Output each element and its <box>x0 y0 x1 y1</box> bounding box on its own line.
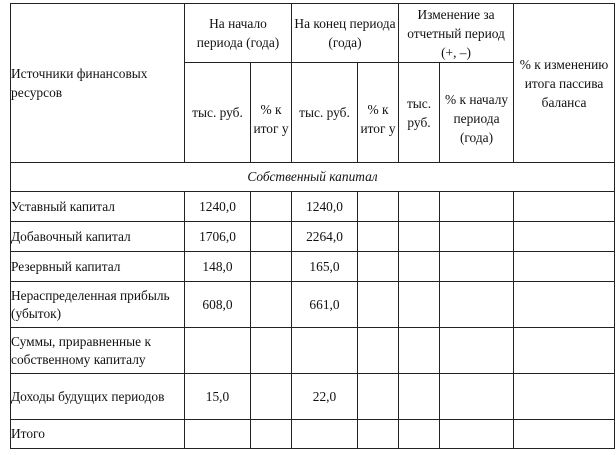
empty-cell <box>358 192 399 222</box>
header-change: Изменение за отчетный период (+, –) <box>399 4 514 63</box>
empty-cell <box>399 328 440 374</box>
table-row <box>11 328 615 374</box>
empty-cell <box>358 252 399 282</box>
end-value: 661,0 <box>292 282 358 328</box>
table-row <box>11 420 615 449</box>
header-thousand-rub-start: тыс. руб. <box>185 63 251 163</box>
start-value: 148,0 <box>185 252 251 282</box>
row-label: Доходы будущих периодов <box>11 374 185 420</box>
section-own-capital: Собственный капитал <box>11 163 615 192</box>
empty-cell <box>251 282 292 328</box>
header-pct-total-start: % к итог у <box>251 63 292 163</box>
row-label: Резервный капитал <box>11 252 185 282</box>
row-label: Суммы, приравненные к собственному капиталу <box>11 328 185 374</box>
start-value <box>185 420 251 449</box>
empty-cell <box>358 222 399 252</box>
empty-cell <box>440 192 514 222</box>
table-row <box>11 374 615 420</box>
empty-cell <box>440 222 514 252</box>
start-value: 608,0 <box>185 282 251 328</box>
financial-sources-table <box>10 3 615 449</box>
empty-cell <box>251 374 292 420</box>
header-start-period: На начало периода (года) <box>185 4 292 63</box>
header-pct-start: % к началу периода (года) <box>440 63 514 163</box>
start-value <box>185 328 251 374</box>
empty-cell <box>251 222 292 252</box>
empty-cell <box>251 328 292 374</box>
empty-cell <box>251 192 292 222</box>
empty-cell <box>514 222 615 252</box>
empty-cell <box>514 420 615 449</box>
empty-cell <box>514 328 615 374</box>
empty-cell <box>514 192 615 222</box>
end-value <box>292 420 358 449</box>
header-sources: Источники финансовых ресурсов <box>11 4 185 163</box>
table-row <box>11 222 615 252</box>
empty-cell <box>358 328 399 374</box>
row-label: Добавочный капитал <box>11 222 185 252</box>
end-value: 165,0 <box>292 252 358 282</box>
empty-cell <box>251 252 292 282</box>
empty-cell <box>440 420 514 449</box>
empty-cell <box>399 282 440 328</box>
empty-cell <box>251 420 292 449</box>
start-value: 1240,0 <box>185 192 251 222</box>
empty-cell <box>514 282 615 328</box>
header-thousand-rub-end: тыс. руб. <box>292 63 358 163</box>
empty-cell <box>399 252 440 282</box>
empty-cell <box>440 282 514 328</box>
table-row <box>11 252 615 282</box>
end-value <box>292 328 358 374</box>
empty-cell <box>399 374 440 420</box>
empty-cell <box>440 328 514 374</box>
empty-cell <box>440 374 514 420</box>
start-value: 15,0 <box>185 374 251 420</box>
end-value: 1240,0 <box>292 192 358 222</box>
empty-cell <box>399 420 440 449</box>
start-value: 1706,0 <box>185 222 251 252</box>
empty-cell <box>399 192 440 222</box>
header-thousand-rub-change: тыс. руб. <box>399 63 440 163</box>
empty-cell <box>358 374 399 420</box>
end-value: 2264,0 <box>292 222 358 252</box>
empty-cell <box>514 252 615 282</box>
empty-cell <box>440 252 514 282</box>
end-value: 22,0 <box>292 374 358 420</box>
table-row <box>11 282 615 328</box>
empty-cell <box>358 282 399 328</box>
row-label: Нераспределенная прибыль (убыток) <box>11 282 185 328</box>
header-pct-total-end: % к итог у <box>358 63 399 163</box>
empty-cell <box>514 374 615 420</box>
empty-cell <box>399 222 440 252</box>
empty-cell <box>358 420 399 449</box>
row-label: Итого <box>11 420 185 449</box>
row-label: Уставный капитал <box>11 192 185 222</box>
table-row <box>11 192 615 222</box>
header-end-period: На конец периода (года) <box>292 4 399 63</box>
header-pct-change: % к изменению итога пассива баланса <box>514 4 615 163</box>
